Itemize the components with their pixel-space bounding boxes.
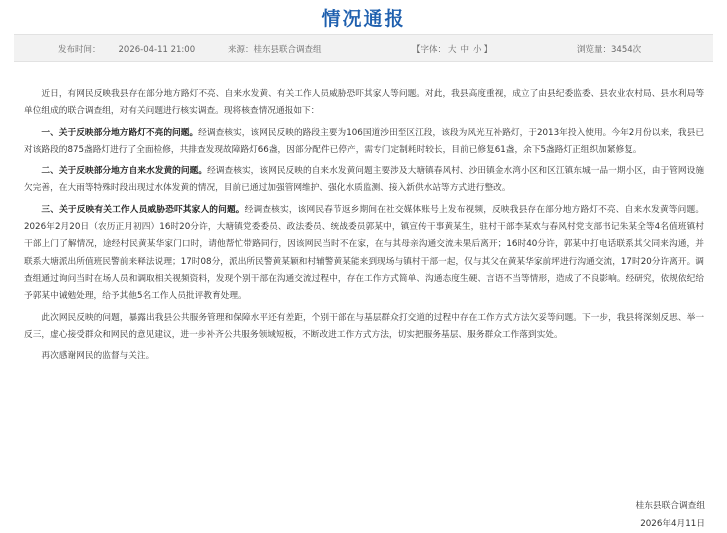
article-meta-bar <box>14 34 713 62</box>
section-2-heading: 二、关于反映部分地方自来水发黄的问题。 <box>41 166 207 176</box>
publish-time-label: 发布时间： <box>58 45 101 55</box>
page-title: 情况通报 <box>0 4 727 31</box>
signature-block <box>636 498 706 533</box>
publish-time-value: 2026-04-11 21:00 <box>119 45 196 55</box>
view-count-value: 3454次 <box>611 45 641 55</box>
font-size-suffix: 】 <box>484 45 493 55</box>
section-2-text: 经调查核实，该网民反映的自来水发黄问题主要涉及大塘镇春风村、沙田镇金水湾小区和区江镇东城一品一期小区，由于管网设施欠完善，在大雨等特殊时段出现过水体发黄的情况，目前已通过加强管网维护、强化水质监测、接入新供水站等方式进行整改。 <box>24 166 704 193</box>
font-small-button[interactable]: 小 <box>471 45 484 55</box>
font-size-selector <box>412 43 492 55</box>
view-count <box>577 43 641 55</box>
section-1-heading: 一、关于反映部分地方路灯不亮的问题。 <box>41 128 198 138</box>
font-size-prefix: 【字体： <box>412 45 446 55</box>
signature-date: 2026年4月11日 <box>636 516 706 533</box>
thanks-paragraph: 再次感谢网民的监督与关注。 <box>24 348 704 365</box>
intro-paragraph: 近日，有网民反映我县存在部分地方路灯不亮、自来水发黄、有关工作人员威胁恐吓其家人等问题。对此，我县高度重视，成立了由县纪委监委、县农业农村局、县水利局等单位组成的联合调查组，对有关问题进行核实调查。现将核查情况通报如下： <box>24 86 704 121</box>
font-medium-button[interactable]: 中 <box>459 45 472 55</box>
font-large-button[interactable]: 大 <box>446 45 459 55</box>
source-label: 来源： <box>228 45 254 55</box>
section-3-text: 经调查核实，该网民春节返乡期间在社交媒体账号上发布视频，反映我县存在部分地方路灯不亮、自来水发黄等问题。2026年2月20日（农历正月初四）16时20分许，大塘镇党委委员、政法委员、统战委员郭某中，镇宣传干事黄某生，驻村干部李某欢与春风村党支部书记朱某全等4名值班镇村干部上门了解情况，途经村民黄某华家门口时，请他帮忙带路同行，因该网民当时不在家，在与其母亲沟通交流未果后离开；16时40分许，郭某中打电话联系其父同来沟通，并联系大塘派出所值班民警前来释法说理；17时08分，派出所民警黄某颖和村辅警黄某能来到现场与镇村干部一起，仅与其父在黄某华家前坪进行沟通交流，17时20分许离开。调查组通过询问当时在场人员和调取相关视频资料，发现个别干部在沟通交流过程中，存在工作方式简单、沟通态度生硬、言语不当等情形，造成了不良影响。经研究，依规依纪给予郭某中诫勉处理，给予其他5名工作人员批评教育处理。 <box>24 205 704 301</box>
section-3-heading: 三、关于反映有关工作人员威胁恐吓其家人的问题。 <box>41 205 244 215</box>
publish-time <box>58 43 195 55</box>
section-1-text: 经调查核实，该网民反映的路段主要为106国道沙田至区江段，该段为风光互补路灯，于2013年投入使用。今年2月份以来，我县已对该路段的875盏路灯进行了全面检修，共排查发现故障路灯66盏，因部分配件已停产，需专门定制耗时较长，目前已修复61盏，余下5盏路灯正组织加紧修复。 <box>24 128 704 155</box>
source <box>228 43 322 55</box>
view-count-label: 浏览量： <box>577 45 611 55</box>
source-value: 桂东县联合调查组 <box>254 45 322 55</box>
signature-org: 桂东县联合调查组 <box>636 498 706 516</box>
section-3-paragraph <box>24 202 704 306</box>
section-1-paragraph <box>24 125 704 160</box>
conclusion-paragraph: 此次网民反映的问题，暴露出我县公共服务管理和保障水平还有差距，个别干部在与基层群众打交道的过程中存在工作方式方法欠妥等问题。下一步，我县将深刻反思、举一反三，虚心接受群众和网民的意见建议，进一步补齐公共服务领域短板，不断改进工作方式方法，切实把服务基层、服务群众工作落到实处。 <box>24 310 704 345</box>
article-body <box>24 86 704 369</box>
section-2-paragraph <box>24 163 704 198</box>
